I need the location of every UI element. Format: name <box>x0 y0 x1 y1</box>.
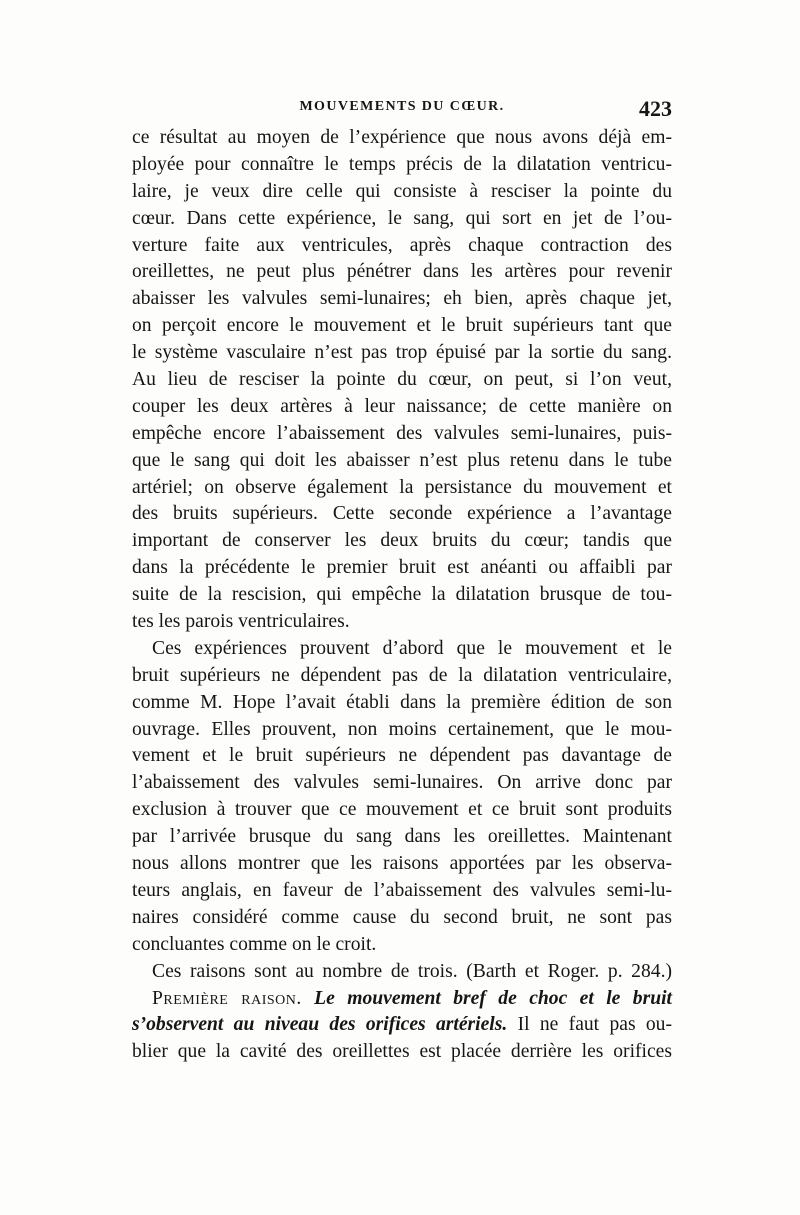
text-line: Au lieu de resciser la pointe du cœur, on peut, si l’on veut, <box>132 369 672 391</box>
text-line: artériel; on observe également la persistance du mouvement et <box>132 476 672 498</box>
text-line: couper les deux artères à leur naissance; de cette manière on <box>132 395 672 417</box>
paragraph-3 <box>132 959 672 986</box>
paragraph-2 <box>132 636 672 959</box>
text-line: vement et le bruit supérieurs ne dépendent pas davantage de <box>132 745 672 767</box>
text-line <box>132 1012 672 1039</box>
text-line: oreillettes, ne peut plus pénétrer dans les artères pour revenir <box>132 261 672 283</box>
text-line: empêche encore l’abaissement des valvules semi-lunaires, puis- <box>132 422 672 444</box>
text-line: le système vasculaire n’est pas trop épuisé par la sortie du sang. <box>132 342 672 364</box>
text-line: Ces expériences prouvent d’abord que le mouvement et le <box>152 637 672 659</box>
text-run: Il ne faut pas ou- <box>517 1014 672 1036</box>
text-line: des bruits supérieurs. Cette seconde expérience a l’avantage <box>132 503 672 525</box>
text-line: important de conserver les deux bruits du cœur; tandis que <box>132 530 672 552</box>
text-line: tes les parois ventriculaires. <box>132 611 350 633</box>
text-line: abaisser les valvules semi-lunaires; eh bien, après chaque jet, <box>132 288 672 310</box>
text-line <box>132 986 672 1013</box>
text-line: l’abaissement des valvules semi-lunaires. On arrive donc par <box>132 772 672 794</box>
text-line: teurs anglais, en faveur de l’abaissement des valvules semi-lu- <box>132 879 672 901</box>
italic-heading-part: s’observent au niveau des orifices artériels. <box>132 1014 508 1036</box>
text-line: concluantes comme on le croit. <box>132 933 377 955</box>
text-line: laire, je veux dire celle qui consiste à resciser la pointe du <box>132 180 672 202</box>
text-line: exclusion à trouver que ce mouvement et ce bruit sont produits <box>132 799 672 821</box>
italic-heading-part: Le mouvement bref de choc et le bruit <box>314 987 672 1009</box>
text-line: par l’arrivée brusque du sang dans les oreillettes. Maintenant <box>132 826 672 848</box>
text-line: bruit supérieurs ne dépendent pas de la dilatation ventriculaire, <box>132 664 672 686</box>
text-line: Ces raisons sont au nombre de trois. (Barth et Roger. p. 284.) <box>152 960 672 982</box>
text-line: verture faite aux ventricules, après chaque contraction des <box>132 234 672 256</box>
text-line: ployée pour connaître le temps précis de la dilatation ventricu- <box>132 153 672 175</box>
page-number: 423 <box>639 96 672 121</box>
text-line: suite de la rescision, qui empêche la dilatation brusque de tou- <box>132 584 672 606</box>
text-line: que le sang qui doit les abaisser n’est plus retenu dans le tube <box>132 449 672 471</box>
text-line: dans la précédente le premier bruit est anéanti ou affaibli par <box>132 557 672 579</box>
running-head <box>132 96 672 122</box>
paragraph-4 <box>132 986 672 1067</box>
text-line: ouvrage. Elles prouvent, non moins certainement, que le mou- <box>132 718 672 740</box>
running-title: MOUVEMENTS DU CŒUR. <box>299 99 505 114</box>
text-line: comme M. Hope l’avait établi dans la première édition de son <box>132 691 672 713</box>
text-line: ce résultat au moyen de l’expérience que nous avons déjà em- <box>132 127 672 148</box>
body-text <box>132 125 672 1066</box>
text-line: naires considéré comme cause du second bruit, ne sont pas <box>132 906 672 928</box>
paragraph-1 <box>132 125 672 636</box>
text-line: cœur. Dans cette expérience, le sang, qui sort en jet de l’ou- <box>132 207 672 229</box>
section-lead: Première raison. <box>152 987 302 1009</box>
text-line: on perçoit encore le mouvement et le bruit supérieurs tant que <box>132 315 672 337</box>
text-line: nous allons montrer que les raisons apportées par les observa- <box>132 853 672 875</box>
text-line: blier que la cavité des oreillettes est placée derrière les orifices <box>132 1041 672 1063</box>
